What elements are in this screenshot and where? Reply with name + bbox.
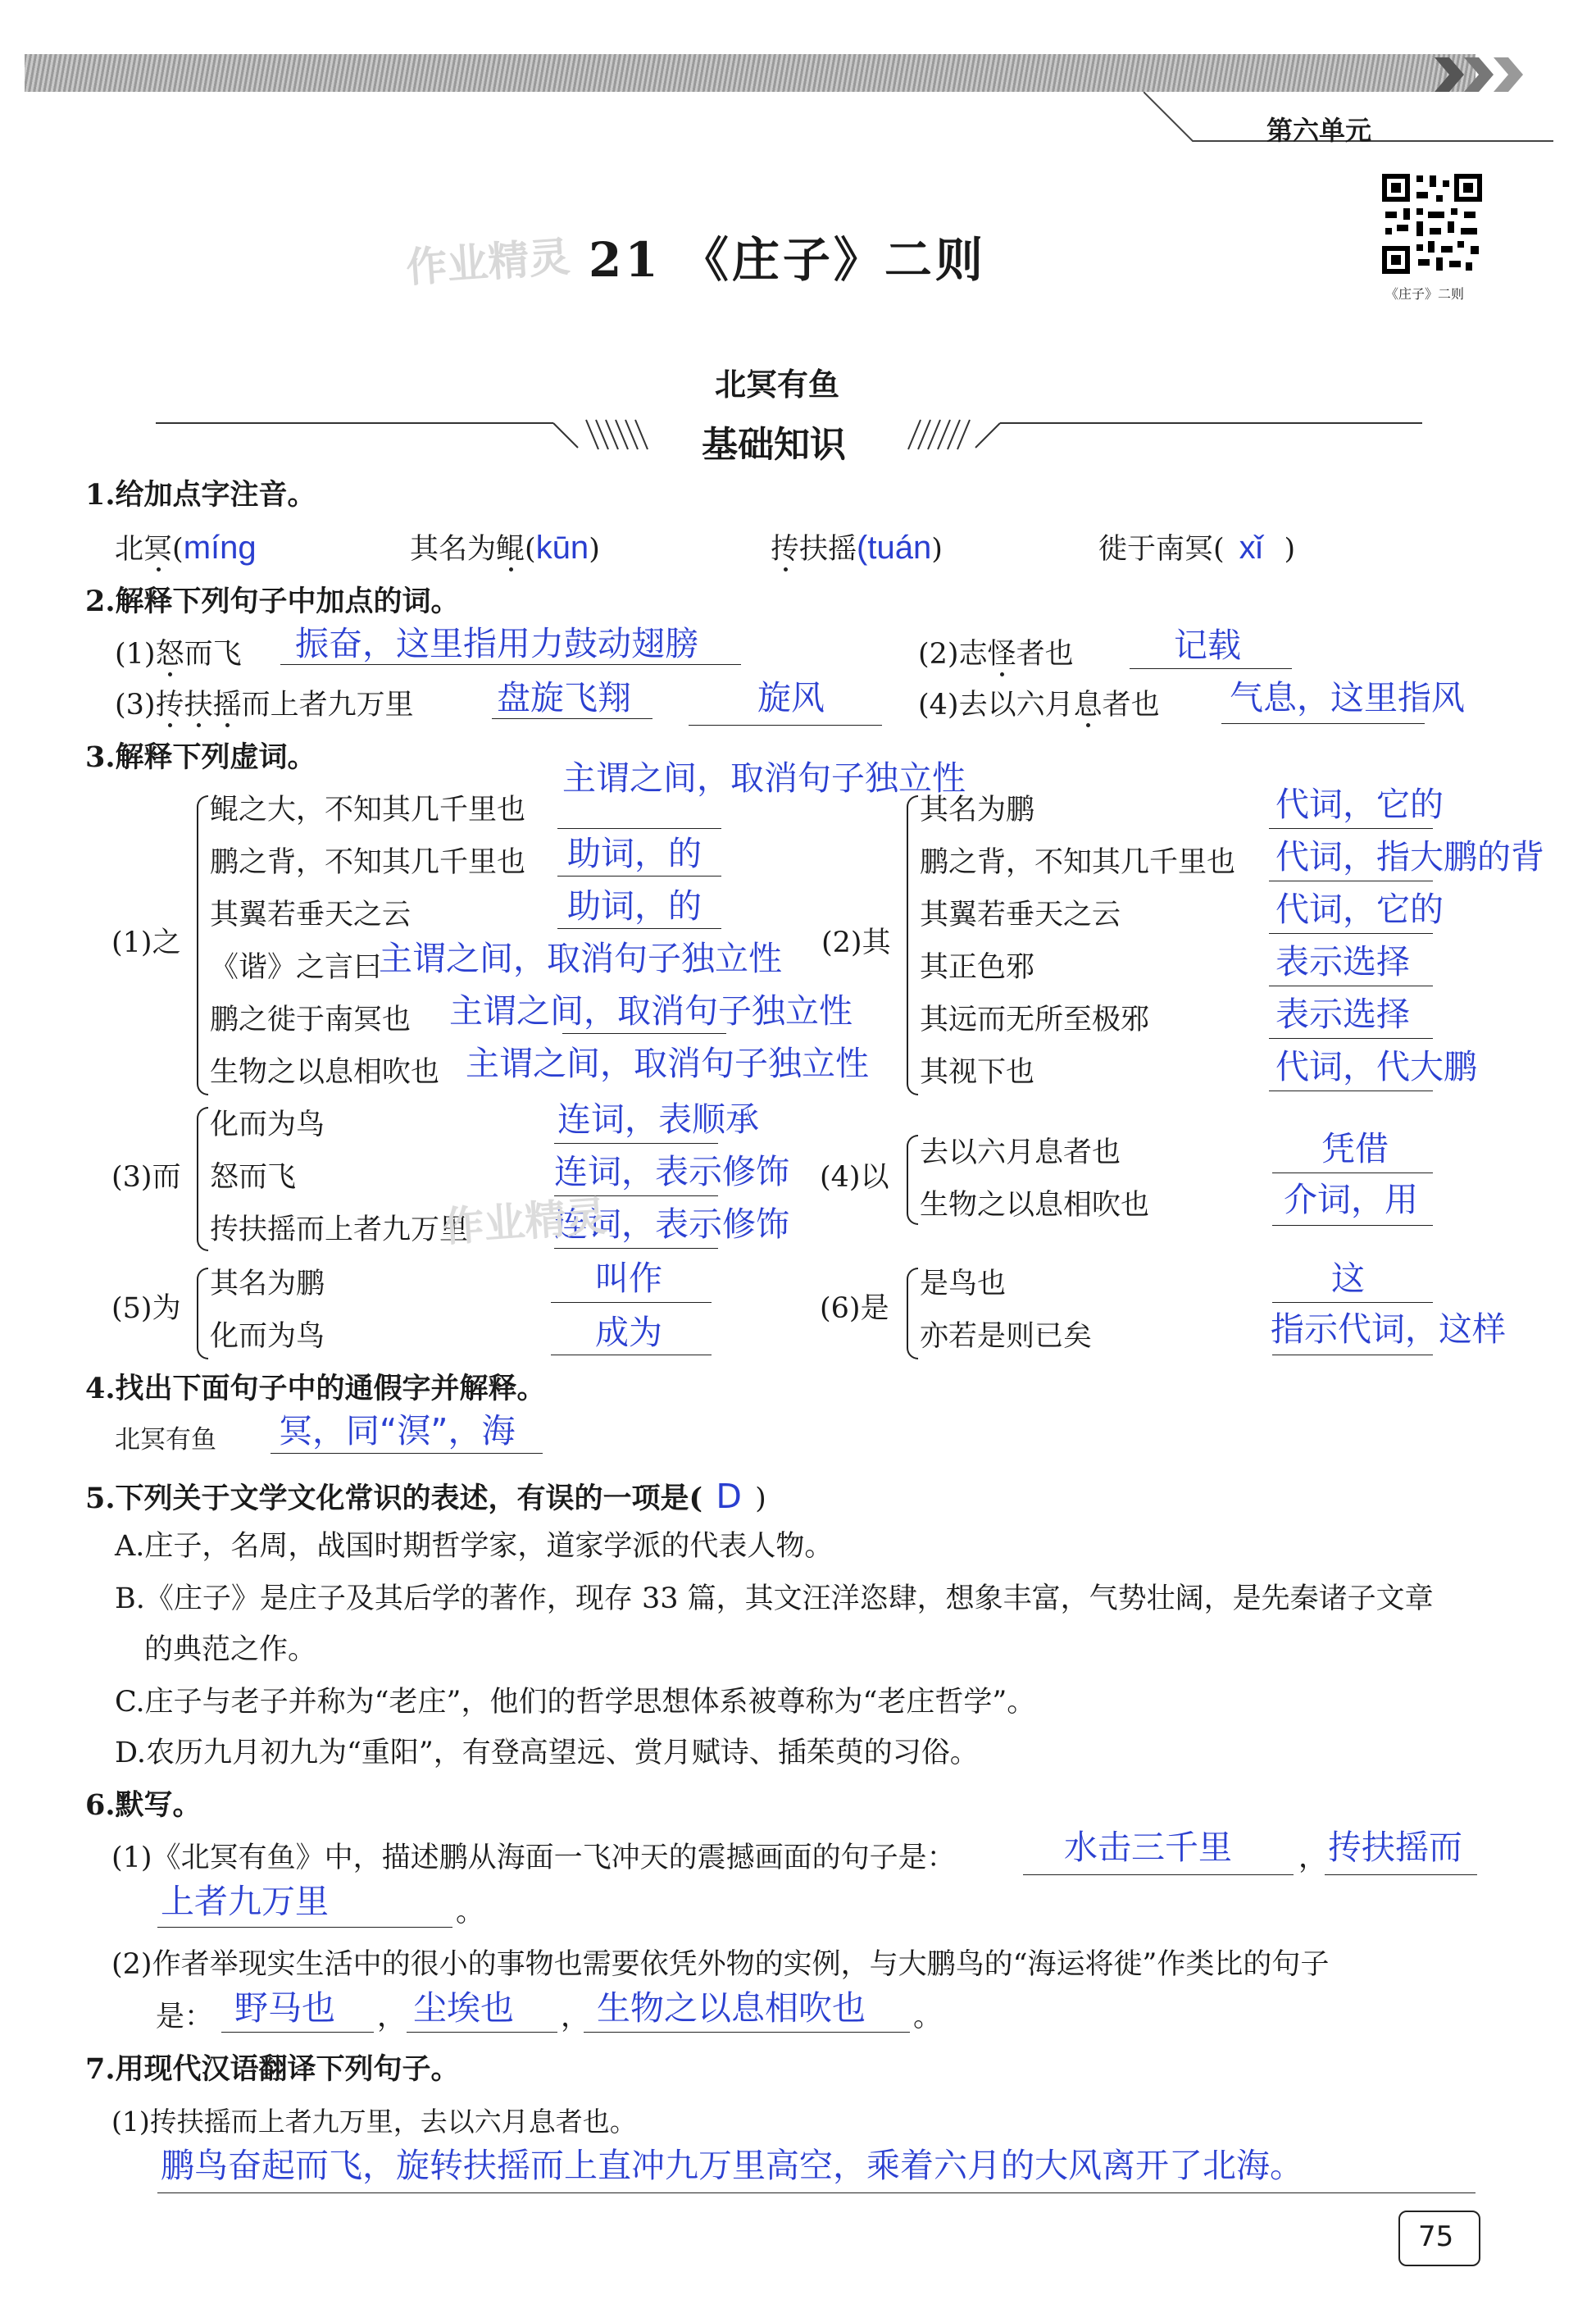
q3-g1-item: 其翼若垂天之云 xyxy=(210,899,412,931)
q3-g3-label: (3)而 xyxy=(111,1161,181,1194)
q2-stem: 2.解释下列句子中加点的词。 xyxy=(85,585,460,618)
q6-p2-sep: ， xyxy=(561,2001,590,2033)
q3-g1-item: 生物之以息相吹也 xyxy=(210,1056,440,1089)
page-title: 21 《庄子》二则 xyxy=(589,232,986,288)
q6-p2-answer-2: 尘埃也 xyxy=(413,1988,514,2028)
q3-g4-answer: 介词，用 xyxy=(1284,1180,1418,1219)
q6-p2-text: (2)作者举现实生活中的很小的事物也需要依凭外物的实例，与大鹏鸟的“海运将徙”作类比的句子 xyxy=(111,1948,1330,1981)
q3-g1-item: 《谐》之言曰 xyxy=(210,951,383,984)
q6-p1-answer-1: 水击三千里 xyxy=(1064,1828,1232,1867)
q3-g3-answer: 连词，表示修饰 xyxy=(554,1152,789,1191)
q3-g5-item: 化而为鸟 xyxy=(210,1320,325,1353)
q3-g3-item: 抟扶摇而上者九万里 xyxy=(210,1213,469,1246)
q2-blank-1 xyxy=(280,664,741,665)
q1-answer-2: kūn xyxy=(535,530,589,566)
q2-answer-1: 振奋，这里指用力鼓动翅膀 xyxy=(295,624,698,663)
q3-g1-answer: 主谓之间，取消句子独立性 xyxy=(466,1044,869,1083)
q3-g6-item: 是鸟也 xyxy=(920,1268,1007,1300)
q3-g6-blank xyxy=(1272,1302,1433,1303)
q6-p1-comma: ， xyxy=(1298,1842,1328,1874)
q5-option-b-cont: 的典范之作。 xyxy=(144,1633,317,1666)
q3-g2-item: 鹏之背，不知其几千里也 xyxy=(920,846,1236,879)
q4-sentence: 北冥有鱼 xyxy=(115,1425,216,1455)
q2-blank-3b xyxy=(689,725,882,726)
q7-stem: 7.用现代汉语翻译下列句子。 xyxy=(85,2052,460,2086)
q6-p2-sep: ， xyxy=(377,2001,407,2033)
q3-g5-brace xyxy=(197,1268,208,1359)
q3-g4-brace xyxy=(907,1135,918,1225)
q3-g2-item: 其视下也 xyxy=(920,1056,1035,1089)
q3-g4-blank xyxy=(1272,1225,1433,1226)
q3-g2-item: 其正色邪 xyxy=(920,951,1035,984)
q3-g5-item: 其名为鹏 xyxy=(210,1268,325,1300)
header-bar xyxy=(25,54,1476,92)
q1-answer-1: míng xyxy=(183,530,257,566)
q6-p2-blank-3 xyxy=(584,2032,910,2033)
q7-blank xyxy=(157,2192,1476,2193)
qr-caption: 《庄子》二则 xyxy=(1385,286,1465,302)
q1-answer-4: xǐ xyxy=(1239,530,1263,566)
q3-g2-blank xyxy=(1269,828,1433,829)
q2-blank-2 xyxy=(1130,668,1292,669)
q3-g4-answer: 凭借 xyxy=(1321,1129,1389,1168)
q5-option-d: D.农历九月初九为“重阳”，有登高望远、赏月赋诗、插茱萸的习俗。 xyxy=(115,1737,979,1769)
q3-g2-answer: 表示选择 xyxy=(1275,942,1410,981)
q3-g6-brace xyxy=(907,1268,918,1359)
q6-p1-blank-2 xyxy=(1325,1874,1477,1875)
q3-g5-answer: 成为 xyxy=(595,1313,662,1352)
page-number: 75 xyxy=(1418,2220,1454,2253)
q3-g2-answer: 代词，指大鹏的背 xyxy=(1275,837,1544,877)
q5-option-c: C.庄子与老子并称为“老庄”，他们的哲学思想体系被尊称为“老庄哲学”。 xyxy=(115,1686,1036,1719)
unit-label: 第六单元 xyxy=(1266,115,1372,146)
q6-p2-answer-3: 生物之以息相吹也 xyxy=(597,1988,866,2028)
q2-item-4: (4)去以六月息者也 xyxy=(918,689,1160,722)
q3-g5-blank xyxy=(551,1302,712,1303)
q1-item-1: 北冥(míng xyxy=(115,530,257,566)
q3-g5-label: (5)为 xyxy=(111,1292,181,1325)
q3-g2-answer: 表示选择 xyxy=(1275,995,1410,1034)
q3-g1-brace xyxy=(197,795,208,1095)
q3-g4-label: (4)以 xyxy=(820,1161,889,1194)
q3-g6-answer: 这 xyxy=(1331,1259,1365,1298)
q3-g6-label: (6)是 xyxy=(820,1292,889,1325)
q6-p2-blank-1 xyxy=(221,2032,374,2033)
q1-item-2: 其名为鲲(kūn) xyxy=(410,530,600,566)
q6-p1-answer-2: 抟扶摇而 xyxy=(1328,1828,1462,1867)
q6-p2-blank-2 xyxy=(407,2032,557,2033)
q3-g3-blank xyxy=(554,1143,718,1144)
q2-item-2: (2)志怪者也 xyxy=(918,638,1074,671)
q5-stem: 5.下列关于文学文化常识的表述，有误的一项是( D ) xyxy=(85,1477,766,1516)
q1-stem: 1.给加点字注音。 xyxy=(85,478,316,512)
arrow-chevrons-icon xyxy=(1435,54,1549,95)
q3-g2-item: 其远而无所至极邪 xyxy=(920,1004,1150,1036)
q2-answer-3a: 盘旋飞翔 xyxy=(497,678,631,717)
q3-g2-answer: 代词，它的 xyxy=(1275,890,1444,929)
q3-g3-answer: 连词，表示修饰 xyxy=(554,1204,789,1244)
q3-g2-answer: 代词，它的 xyxy=(1275,785,1444,824)
q2-answer-2: 记载 xyxy=(1174,626,1241,665)
q3-g4-item: 生物之以息相吹也 xyxy=(920,1189,1150,1222)
q4-stem: 4.找出下面句子中的通假字并解释。 xyxy=(85,1372,546,1405)
q3-g2-answer: 代词，代大鹏 xyxy=(1275,1047,1477,1086)
q3-g1-item: 鹏之背，不知其几千里也 xyxy=(210,846,526,879)
q3-g1-answer: 助词，的 xyxy=(567,834,702,873)
q3-g1-blank xyxy=(557,928,721,929)
q6-p1-blank-3 xyxy=(157,1927,452,1928)
q3-g1-answer: 主谓之间，取消句子独立性 xyxy=(449,991,853,1031)
q3-g3-blank xyxy=(554,1248,718,1249)
q6-p1-blank-1 xyxy=(1023,1874,1294,1875)
q1-item-3: 抟扶摇(tuán) xyxy=(771,530,943,566)
q3-g1-item: 鹏之徙于南冥也 xyxy=(210,1004,412,1036)
q3-g5-answer: 叫作 xyxy=(595,1259,662,1298)
q3-g6-answer: 指示代词，这样 xyxy=(1271,1309,1506,1349)
q3-g1-answer: 主谓之间，取消句子独立性 xyxy=(379,939,782,978)
q5-option-b: B.《庄子》是庄子及其后学的著作，现存 33 篇，其文汪洋恣肆，想象丰富，气势壮阔，是先秦诸子文章 xyxy=(115,1582,1434,1615)
q3-stem: 3.解释下列虚词。 xyxy=(85,740,316,774)
q3-g1-answer: 主谓之间，取消句子独立性 xyxy=(562,758,966,798)
q6-stem: 6.默写。 xyxy=(85,1788,202,1822)
q3-g2-brace xyxy=(907,795,918,1095)
q4-answer: 冥，同“溟”，海 xyxy=(279,1411,516,1450)
q6-p1-text: (1)《北冥有鱼》中，描述鹏从海面一飞冲天的震撼画面的句子是： xyxy=(111,1842,956,1874)
watermark: 作业精灵 xyxy=(441,1192,609,1251)
q3-g3-brace xyxy=(197,1107,208,1251)
q1-item-4: 徙于南冥( xǐ ) xyxy=(1098,530,1296,566)
subsection-title: 基础知识 xyxy=(702,424,846,466)
q3-g1-label: (1)之 xyxy=(111,927,181,959)
q3-g6-item: 亦若是则已矣 xyxy=(920,1320,1093,1353)
q3-g2-blank xyxy=(1269,933,1433,934)
q7-item: (1)抟扶摇而上者九万里，去以六月息者也。 xyxy=(111,2106,637,2138)
q3-g2-blank xyxy=(1269,1038,1433,1039)
q2-item-1: (1)怒而飞 xyxy=(115,638,242,671)
q2-blank-4 xyxy=(1221,723,1425,724)
q6-p2-lead: 是： xyxy=(156,2001,214,2033)
q3-g2-item: 其名为鹏 xyxy=(920,794,1035,826)
q4-blank xyxy=(271,1453,543,1454)
q3-g3-answer: 连词，表顺承 xyxy=(557,1100,759,1139)
q2-item-3: (3)抟扶摇而上者九万里 xyxy=(115,689,414,722)
q3-g1-answer: 助词，的 xyxy=(567,886,702,926)
q5-answer: D xyxy=(716,1477,742,1516)
q3-g3-item: 化而为鸟 xyxy=(210,1109,325,1141)
q2-answer-4: 气息，这里指风 xyxy=(1230,678,1465,717)
q6-p2-answer-1: 野马也 xyxy=(234,1988,335,2028)
q2-blank-3a xyxy=(492,718,652,719)
q1-answer-3: (tuán xyxy=(857,530,932,566)
q3-g2-label: (2)其 xyxy=(821,927,891,959)
section-title: 北冥有鱼 xyxy=(715,367,840,403)
q3-g3-item: 怒而飞 xyxy=(210,1161,297,1194)
q5-option-a: A.庄子，名周，战国时期哲学家，道家学派的代表人物。 xyxy=(115,1530,834,1563)
q3-g2-item: 其翼若垂天之云 xyxy=(920,899,1121,931)
qr-code-icon[interactable] xyxy=(1379,171,1485,277)
q7-answer: 鹏鸟奋起而飞，旋转扶摇而上直冲九万里高空，乘着六月的大风离开了北海。 xyxy=(161,2146,1303,2185)
q2-answer-3b: 旋风 xyxy=(757,678,825,717)
q6-p1-end: 。 xyxy=(456,1896,485,1928)
q3-g4-blank xyxy=(1272,1172,1433,1173)
q3-g4-item: 去以六月息者也 xyxy=(920,1136,1121,1169)
q3-g1-blank xyxy=(557,828,721,829)
q3-g1-blank xyxy=(557,876,721,877)
watermark: 作业精灵 xyxy=(404,233,572,292)
q3-g1-item: 鲲之大，不知其几千里也 xyxy=(210,794,526,826)
q3-g1-blank xyxy=(562,1033,726,1034)
q6-p2-end: 。 xyxy=(913,2001,943,2033)
q6-p1-answer-3: 上者九万里 xyxy=(161,1882,329,1921)
